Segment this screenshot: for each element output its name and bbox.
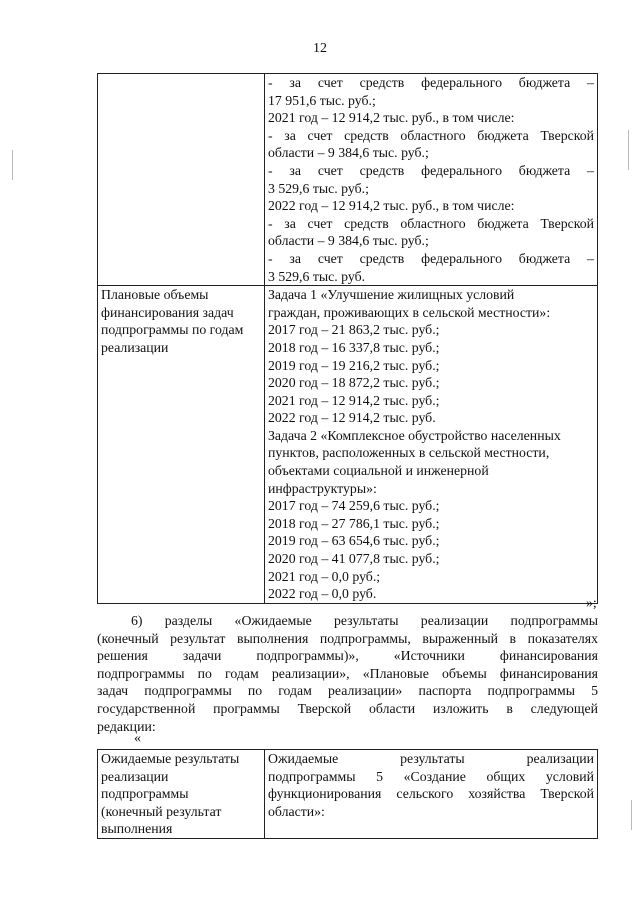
cell-line: 2017 год – 21 863,2 тыс. руб.; <box>268 322 440 338</box>
page-number: 12 <box>313 41 327 56</box>
cell-line: (конечный результат <box>101 803 222 819</box>
table-cell-left <box>98 750 265 839</box>
cell-line: подпрограммы по годам <box>101 322 244 338</box>
table-row <box>98 750 598 839</box>
cell-line: подпрограммы <box>101 786 189 802</box>
cell-line: 2020 год – 41 077,8 тыс. руб.; <box>268 551 440 567</box>
opening-quote-mark: « <box>134 731 141 746</box>
cell-line: области»: <box>268 803 325 819</box>
cell-line: выполнения <box>101 821 173 837</box>
cell-line: 2022 год – 0,0 руб. <box>268 586 377 602</box>
body-paragraph <box>97 612 598 735</box>
table-row <box>98 286 598 604</box>
cell-line: - за счет средств областного бюджета Тверской <box>268 215 594 231</box>
cell-line: инфраструктуры»: <box>268 480 377 496</box>
cell-line: - за счет средств федерального бюджета – <box>268 75 594 90</box>
cell-line: 2018 год – 16 337,8 тыс. руб.; <box>268 339 440 355</box>
paragraph-line: решения задачи подпрограммы)», «Источники финансирования <box>97 648 598 664</box>
cell-line: 2018 год – 27 786,1 тыс. руб.; <box>268 515 440 531</box>
scan-edge-mark <box>628 130 629 170</box>
cell-line: области – 9 384,6 тыс. руб.; <box>268 145 429 161</box>
cell-line: Задача 1 «Улучшение жилищных условий <box>268 287 515 303</box>
paragraph-line: 6) разделы «Ожидаемые результаты реализации подпрограммы <box>131 613 598 628</box>
cell-line: 17 951,6 тыс. руб.; <box>268 92 376 108</box>
cell-line: реализации <box>101 768 169 784</box>
table-row <box>98 74 598 286</box>
closing-quote-mark: »; <box>586 595 597 610</box>
paragraph-line: задач подпрограммы по годам реализации» паспорта подпрограммы 5 <box>97 683 598 699</box>
cell-line: Задача 2 «Комплексное обустройство населенных <box>268 427 561 443</box>
cell-line: 2022 год – 12 914,2 тыс. руб. <box>268 410 436 426</box>
cell-line: граждан, проживающих в сельской местности»: <box>268 304 551 320</box>
cell-line: 2022 год – 12 914,2 тыс. руб., в том числе: <box>268 198 515 214</box>
table-cell-left <box>98 286 265 604</box>
table-cell-left <box>98 74 265 286</box>
cell-line: 2021 год – 12 914,2 тыс. руб., в том числе: <box>268 110 515 126</box>
cell-line: 2019 год – 63 654,6 тыс. руб.; <box>268 533 440 549</box>
paragraph-line: подпрограммы по годам реализации», «Плановые объемы финансирования <box>97 665 598 681</box>
cell-line: Плановые объемы <box>101 287 209 303</box>
table-cell-right <box>265 750 598 839</box>
cell-line: реализации <box>101 339 169 355</box>
financing-table <box>97 73 598 604</box>
scan-edge-mark <box>12 150 13 180</box>
cell-line: 2019 год – 19 216,2 тыс. руб.; <box>268 357 440 373</box>
cell-line: Ожидаемые результаты <box>101 751 240 766</box>
table-cell-right <box>265 286 598 604</box>
cell-line: пунктов, расположенных в сельской местности, <box>268 445 550 461</box>
expected-results-table <box>97 749 598 839</box>
paragraph-line: редакции: <box>97 718 156 734</box>
paragraph-line: государственной программы Тверской области изложить в следующей <box>97 700 598 716</box>
cell-line: 3 529,6 тыс. руб. <box>268 268 366 284</box>
cell-line: - за счет средств областного бюджета Тверской <box>268 127 594 143</box>
cell-line: Ожидаемые результаты реализации <box>268 751 594 766</box>
cell-line: 2021 год – 12 914,2 тыс. руб.; <box>268 392 440 408</box>
cell-line: функционирования сельского хозяйства Тверской <box>268 786 594 802</box>
cell-line: финансирования задач <box>101 304 234 320</box>
cell-line: - за счет средств федерального бюджета – <box>268 162 594 178</box>
table-cell-right <box>265 74 598 286</box>
cell-line: - за счет средств федерального бюджета – <box>268 250 594 266</box>
cell-line: подпрограммы 5 «Создание общих условий <box>268 768 594 784</box>
scan-edge-mark <box>631 800 632 830</box>
cell-line: 2021 год – 0,0 руб.; <box>268 568 381 584</box>
cell-line: области – 9 384,6 тыс. руб.; <box>268 233 429 249</box>
cell-line: объектами социальной и инженерной <box>268 463 489 479</box>
cell-line: 2017 год – 74 259,6 тыс. руб.; <box>268 498 440 514</box>
cell-line: 3 529,6 тыс. руб.; <box>268 180 369 196</box>
paragraph-line: (конечный результат выполнения подпрограммы, выраженный в показателях <box>97 630 598 646</box>
cell-line: 2020 год – 18 872,2 тыс. руб.; <box>268 375 440 391</box>
